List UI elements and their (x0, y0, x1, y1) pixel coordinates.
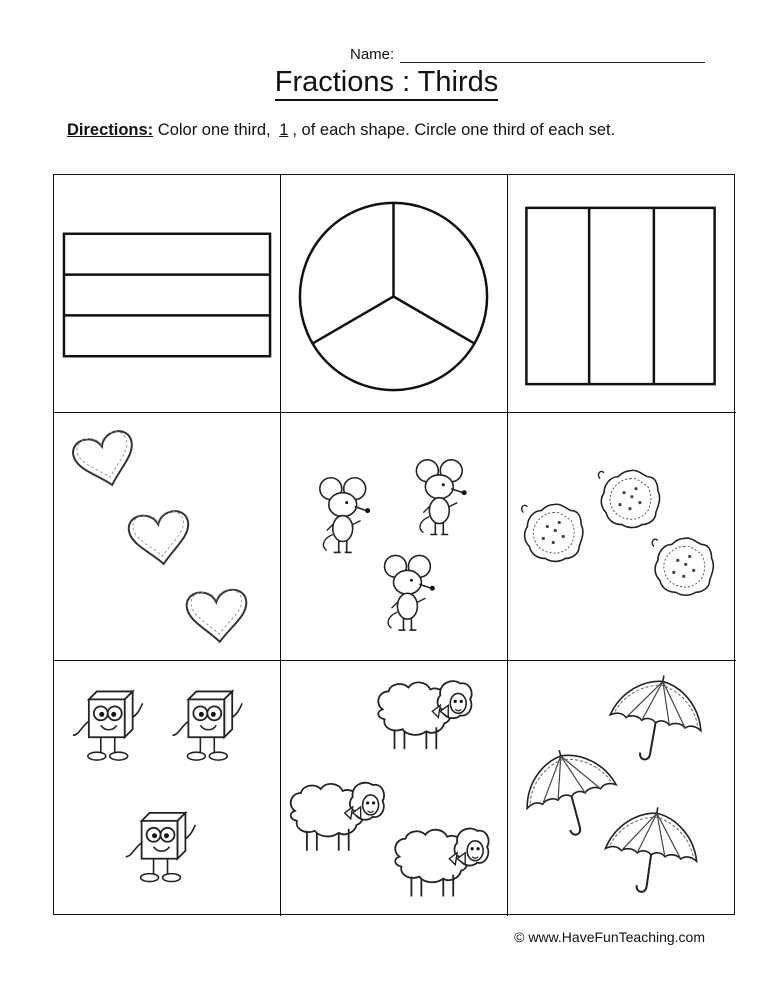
umbrella-icon[interactable] (515, 738, 626, 845)
worksheet-grid (53, 174, 735, 915)
cell-horizontal-thirds[interactable] (54, 175, 281, 413)
cube-character-icon[interactable] (126, 813, 196, 882)
circle-thirds[interactable] (281, 175, 507, 412)
copyright-footer: © www.HaveFunTeaching.com (514, 929, 705, 945)
cell-cube-characters[interactable] (54, 661, 281, 916)
umbrella-icon[interactable] (600, 801, 703, 899)
cube-character-icon[interactable] (73, 691, 143, 760)
directions-text-after: , of each shape. Circle one third of each set. (292, 121, 616, 139)
cell-hearts[interactable] (54, 413, 281, 661)
heart-icon[interactable] (186, 588, 250, 644)
cell-mice[interactable] (281, 413, 508, 661)
directions-label: Directions: (67, 121, 154, 139)
directions (67, 121, 615, 140)
umbrella-icon[interactable] (604, 668, 710, 769)
cell-cookies[interactable] (508, 413, 736, 661)
cell-vertical-thirds[interactable] (508, 175, 736, 413)
name-line[interactable] (400, 62, 705, 63)
sheep-icon[interactable] (291, 783, 384, 851)
page-title (0, 66, 773, 99)
mouse-icon[interactable] (416, 460, 466, 535)
cell-circle-thirds[interactable] (281, 175, 508, 413)
name-label: Name: (350, 46, 395, 63)
cube-character-icon[interactable] (172, 691, 242, 760)
fraction-numerator: 1 (279, 121, 289, 139)
heart-icon[interactable] (127, 509, 193, 568)
cell-umbrellas[interactable] (508, 661, 736, 916)
heart-icon[interactable] (70, 428, 141, 493)
cell-sheep[interactable] (281, 661, 508, 916)
directions-text-before: Color one third, (157, 121, 271, 139)
horizontal-thirds-rectangle[interactable] (54, 175, 280, 412)
mouse-icon[interactable] (320, 478, 370, 553)
sheep-icon[interactable] (395, 828, 488, 896)
cookie-icon[interactable] (598, 470, 659, 527)
cookie-icon[interactable] (652, 538, 713, 595)
vertical-thirds-rectangle[interactable] (508, 175, 736, 412)
mouse-icon[interactable] (385, 555, 435, 630)
cookie-icon[interactable] (522, 504, 583, 561)
title-text: Fractions : Thirds (275, 66, 498, 101)
sheep-icon[interactable] (378, 681, 471, 749)
